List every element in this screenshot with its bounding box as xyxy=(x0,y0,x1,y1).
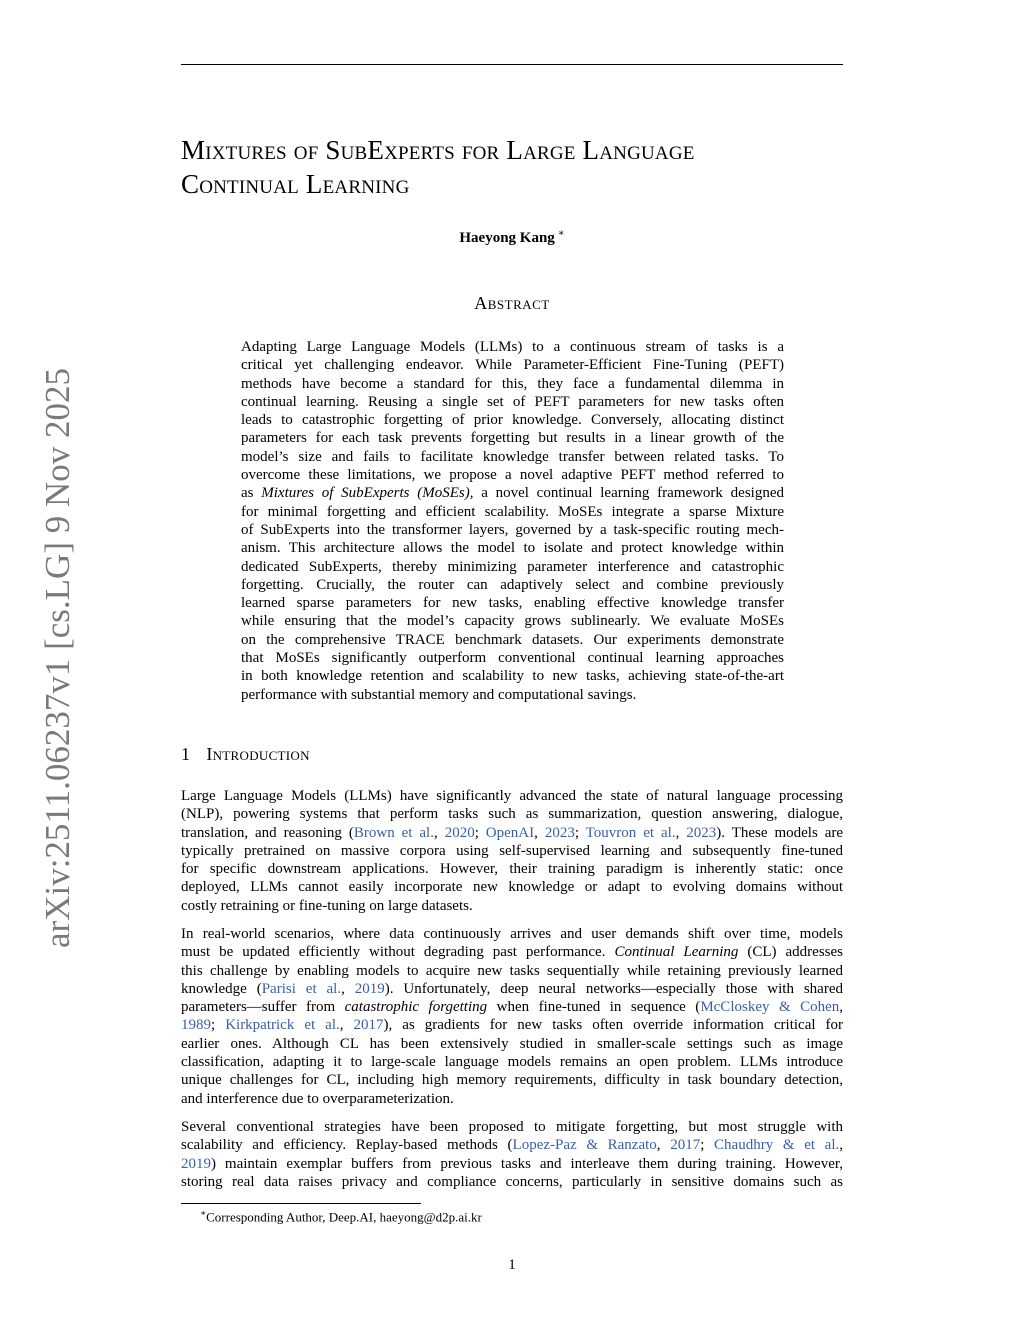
term-emphasis: catastrophic forgetting xyxy=(344,999,488,1016)
abstract-line: critical yet challenging endeavor. While Parameter-Efficient Fine-Tuning (PEFT) xyxy=(241,357,784,374)
footnote xyxy=(200,1208,482,1225)
body-line: costly retraining or fine-tuning on large datasets. xyxy=(181,897,473,914)
abstract-line: overcome these limitations, we propose a novel adaptive PEFT method referred to xyxy=(241,467,784,484)
abstract-line: model’s size and fails to facilitate knowledge transfer between related tasks. To xyxy=(241,448,784,465)
body-text: ) maintain exemplar buffers from previous tasks and interleave them during training. However, xyxy=(211,1155,843,1172)
body-text: ). Unfortunately, deep neural networks—especially those with shared xyxy=(384,980,843,997)
body-text: ; xyxy=(474,824,486,841)
body-line xyxy=(181,998,843,1016)
citation-link-mccloskey[interactable]: McCloskey & Cohen xyxy=(700,999,840,1016)
body-line: storing real data raises privacy and compliance concerns, particularly in sensitive domains such as xyxy=(181,1173,843,1190)
citation-year-link[interactable]: 2017 xyxy=(353,1017,384,1034)
abstract-line: parameters for each task prevents forgetting but results in a linear growth of the xyxy=(241,430,784,447)
abstract-line: methods have become a standard for this, they face a fundamental dilemma in xyxy=(241,375,784,392)
body-text: ), as gradients for new tasks often override information critical for xyxy=(383,1017,844,1034)
author-block xyxy=(0,228,1024,247)
body-text: ; xyxy=(574,824,586,841)
top-rule xyxy=(181,64,843,65)
body-line: typically pretrained on massive corpora using self-supervised learning and subsequently fine-tuned xyxy=(181,842,843,859)
body-text: , xyxy=(534,824,545,841)
body-text: , xyxy=(341,980,355,997)
abstract-line: performance with substantial memory and computational savings. xyxy=(241,686,637,703)
body-line: Several conventional strategies have been proposed to mitigate forgetting, but most struggle with xyxy=(181,1119,843,1135)
body-text: parameters—suffer from xyxy=(181,999,345,1016)
title-line-1: Mixtures of SubExperts for Large Language xyxy=(181,135,695,165)
body-line xyxy=(181,1136,843,1154)
arxiv-identifier-stamp[interactable]: arXiv:2511.06237v1 [cs.LG] 9 Nov 2025 xyxy=(38,367,77,948)
section-title: Introduction xyxy=(206,744,310,764)
footnote-rule xyxy=(181,1203,421,1204)
title-line-2: Continual Learning xyxy=(181,169,410,199)
abstract-heading: Abstract xyxy=(474,293,550,313)
body-text: translation, and reasoning ( xyxy=(181,824,354,841)
paper-title xyxy=(181,133,881,201)
body-text: knowledge ( xyxy=(181,980,262,997)
body-line xyxy=(181,1016,843,1034)
body-text: , xyxy=(339,1017,354,1034)
citation-year-link[interactable]: 1989 xyxy=(181,1017,211,1034)
body-line: and interference due to overparameterization. xyxy=(181,1090,454,1107)
body-line: this challenge by enabling models to acquire new tasks sequentially while retaining previously learned xyxy=(181,962,843,979)
footnote-mark: ∗ xyxy=(200,1208,207,1218)
author-name: Haeyong Kang xyxy=(459,230,555,246)
citation-link-kirkpatrick[interactable]: Kirkpatrick et al. xyxy=(225,1017,340,1034)
abstract-body xyxy=(241,338,784,704)
body-line: Large Language Models (LLMs) have significantly advanced the state of natural language processing xyxy=(181,788,843,804)
footnote-text: Corresponding Author, Deep.AI, haeyong@d2p.ai.kr xyxy=(206,1209,482,1225)
intro-paragraph-1 xyxy=(181,787,843,915)
body-text: ; xyxy=(700,1137,715,1154)
abstract-line: dedicated SubExperts, thereby minimizing parameter interference and catastrophic xyxy=(241,558,784,575)
abstract-line: of SubExperts into the transformer layers, governed by a task-specific routing mech- xyxy=(241,521,784,538)
body-line xyxy=(181,1155,843,1173)
citation-link-parisi[interactable]: Parisi et al. xyxy=(261,980,342,997)
abstract-line: on the comprehensive TRACE benchmark datasets. Our experiments demonstrate xyxy=(241,631,784,648)
intro-paragraph-3 xyxy=(181,1118,843,1191)
body-text: must be updated efficiently without degrading past performance. xyxy=(181,944,615,961)
body-text: , xyxy=(839,1137,843,1154)
abstract-line: while ensuring that the model’s capacity grows sublinearly. We evaluate MoSEs xyxy=(241,613,784,630)
citation-year-link[interactable]: 2019 xyxy=(181,1155,211,1172)
citation-year-link[interactable]: 2017 xyxy=(670,1137,701,1154)
body-text: , xyxy=(675,824,687,841)
citation-link-openai[interactable]: OpenAI xyxy=(485,824,535,841)
citation-link-chaudhry[interactable]: Chaudhry & et al. xyxy=(714,1137,840,1154)
abstract-line: that MoSEs significantly outperform conventional continual learning approaches xyxy=(241,650,784,667)
citation-year-link[interactable]: 2023 xyxy=(544,824,575,841)
abstract-line: learned sparse parameters for new tasks, enabling effective knowledge transfer xyxy=(241,595,784,612)
abstract-line: Adapting Large Language Models (LLMs) to a continuous stream of tasks is a xyxy=(241,339,784,355)
term-emphasis: Continual Learning xyxy=(614,944,739,961)
body-line: (NLP), powering systems that perform tasks such as summarization, question answering, dialogue, xyxy=(181,806,843,823)
section-heading-introduction xyxy=(181,744,310,765)
citation-year-link[interactable]: 2020 xyxy=(444,824,475,841)
body-text: , xyxy=(839,999,844,1016)
citation-year-link[interactable]: 2019 xyxy=(354,980,385,997)
body-text: ; xyxy=(211,1017,226,1034)
body-line: In real-world scenarios, where data continuously arrives and user demands shift over time, models xyxy=(181,926,843,942)
body-text: , xyxy=(433,824,445,841)
body-text: ). These models are xyxy=(716,824,844,841)
abstract-line: leads to catastrophic forgetting of prior knowledge. Conversely, allocating distinct xyxy=(241,412,784,429)
author-footnote-mark[interactable]: ∗ xyxy=(557,228,565,239)
intro-paragraph-2 xyxy=(181,925,843,1108)
body-line xyxy=(181,824,843,842)
section-number: 1 xyxy=(181,744,191,764)
abstract-line xyxy=(241,484,784,502)
body-text: when fine-tuned in sequence ( xyxy=(487,999,701,1016)
body-line xyxy=(181,980,843,998)
citation-link-brown[interactable]: Brown et al. xyxy=(353,824,434,841)
page-number: 1 xyxy=(508,1257,516,1273)
abstract-text: , a novel continual learning framework designed xyxy=(469,485,784,502)
body-line: deployed, LLMs cannot easily incorporate new knowledge or adapt to evolving domains without xyxy=(181,879,843,896)
body-text: scalability and efficiency. Replay-based methods ( xyxy=(181,1137,513,1154)
citation-link-lopez-paz[interactable]: Lopez-Paz & Ranzato xyxy=(512,1137,657,1154)
body-line: classification, adapting it to large-scale language models remains an open problem. LLMs introduce xyxy=(181,1054,843,1071)
abstract-text: as xyxy=(241,485,262,502)
citation-link-touvron[interactable]: Touvron et al. xyxy=(585,824,676,841)
method-name-emphasis: Mixtures of SubExperts (MoSEs) xyxy=(261,485,470,502)
citation-year-link[interactable]: 2023 xyxy=(686,824,717,841)
abstract-line: forgetting. Crucially, the router can adaptively select and combine previously xyxy=(241,576,784,593)
body-line xyxy=(181,943,843,961)
abstract-line: continual learning. Reusing a single set of PEFT parameters for new tasks often xyxy=(241,393,784,410)
body-line: earlier ones. Although CL has been extensively studied in smaller-scale settings such as image xyxy=(181,1035,843,1052)
body-text: , xyxy=(656,1137,671,1154)
body-text: (CL) addresses xyxy=(738,944,843,961)
abstract-line: for minimal forgetting and efficient scalability. MoSEs integrate a sparse Mixture xyxy=(241,503,784,520)
abstract-line: in both knowledge retention and scalability to new tasks, achieving state-of-the-art xyxy=(241,668,784,685)
body-line: for specific downstream applications. However, their training paradigm is inherently static: once xyxy=(181,861,843,878)
abstract-line: anism. This architecture allows the model to isolate and protect knowledge within xyxy=(241,540,784,557)
body-line: unique challenges for CL, including high memory requirements, difficulty in task boundary detection, xyxy=(181,1072,843,1089)
